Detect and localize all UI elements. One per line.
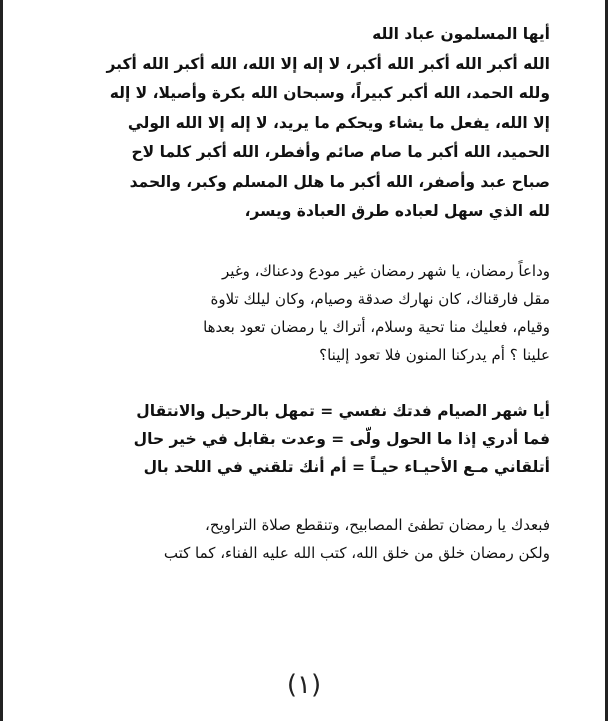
closing-paragraph (60, 511, 550, 567)
paragraph-line: صباح عبد وأصفر، الله أكبر ما هلل المسلم وكبر، والحمد (129, 172, 550, 191)
paragraph-line: ولله الحمد، الله أكبر كبيراً، وسبحان الله بكرة وأصيلا، لا إله (109, 84, 550, 102)
paragraph-line: وقيام، فعليك منا تحية وسلام، أتراك يا رمضان تعود بعدها (203, 317, 550, 336)
paragraph-line: الله أكبر الله أكبر الله أكبر، لا إله إلا الله، الله أكبر الله أكبر (106, 54, 550, 73)
paragraph-line: مقل فارقناك، كان نهارك صدقة وصيام، وكان ليلك تلاوة (210, 289, 550, 308)
poem-line: أيا شهر الصيام فدتك نفسي = تمهل بالرحيل والانتقال (136, 401, 550, 420)
poem-line: فما أدري إذا ما الحول ولّى = وعدت بقابل في خير حال (133, 429, 550, 448)
poem-line: أتلقاني مـع الأحيـاء حيـاً = أم أنك تلقني في اللحد بال (143, 457, 550, 476)
page-edge-left (0, 0, 3, 721)
page-number: (١) (286, 670, 322, 700)
poem-verses (60, 397, 550, 481)
paragraph-line: ولكن رمضان خلق من خلق الله، كتب الله عليه الفناء، كما كتب (163, 543, 550, 562)
sermon-text (60, 20, 550, 567)
paragraph-line: الحميد، الله أكبر ما صام صائم وأفطر، الله أكبر كلما لاح (131, 143, 550, 161)
paragraph-line: لله الذي سهل لعباده طرق العبادة ويسر، (244, 202, 550, 220)
farewell-paragraph (60, 257, 550, 369)
paragraph-line: وداعاً رمضان، يا شهر رمضان غير مودع ودعناك، وغير (222, 261, 550, 280)
paragraph-line: إلا الله، يفعل ما يشاء ويحكم ما يريد، لا إله إلا الله الولي (127, 113, 550, 132)
paragraph-line: أيها المسلمون عباد الله (372, 25, 550, 43)
opening-paragraph (60, 20, 550, 227)
paragraph-line: علينا ؟ أم يدركنا المنون فلا تعود إلينا؟ (319, 345, 550, 364)
paragraph-line: فبعدك يا رمضان تطفئ المصابيح، وتنقطع صلاة التراويح، (205, 515, 550, 534)
